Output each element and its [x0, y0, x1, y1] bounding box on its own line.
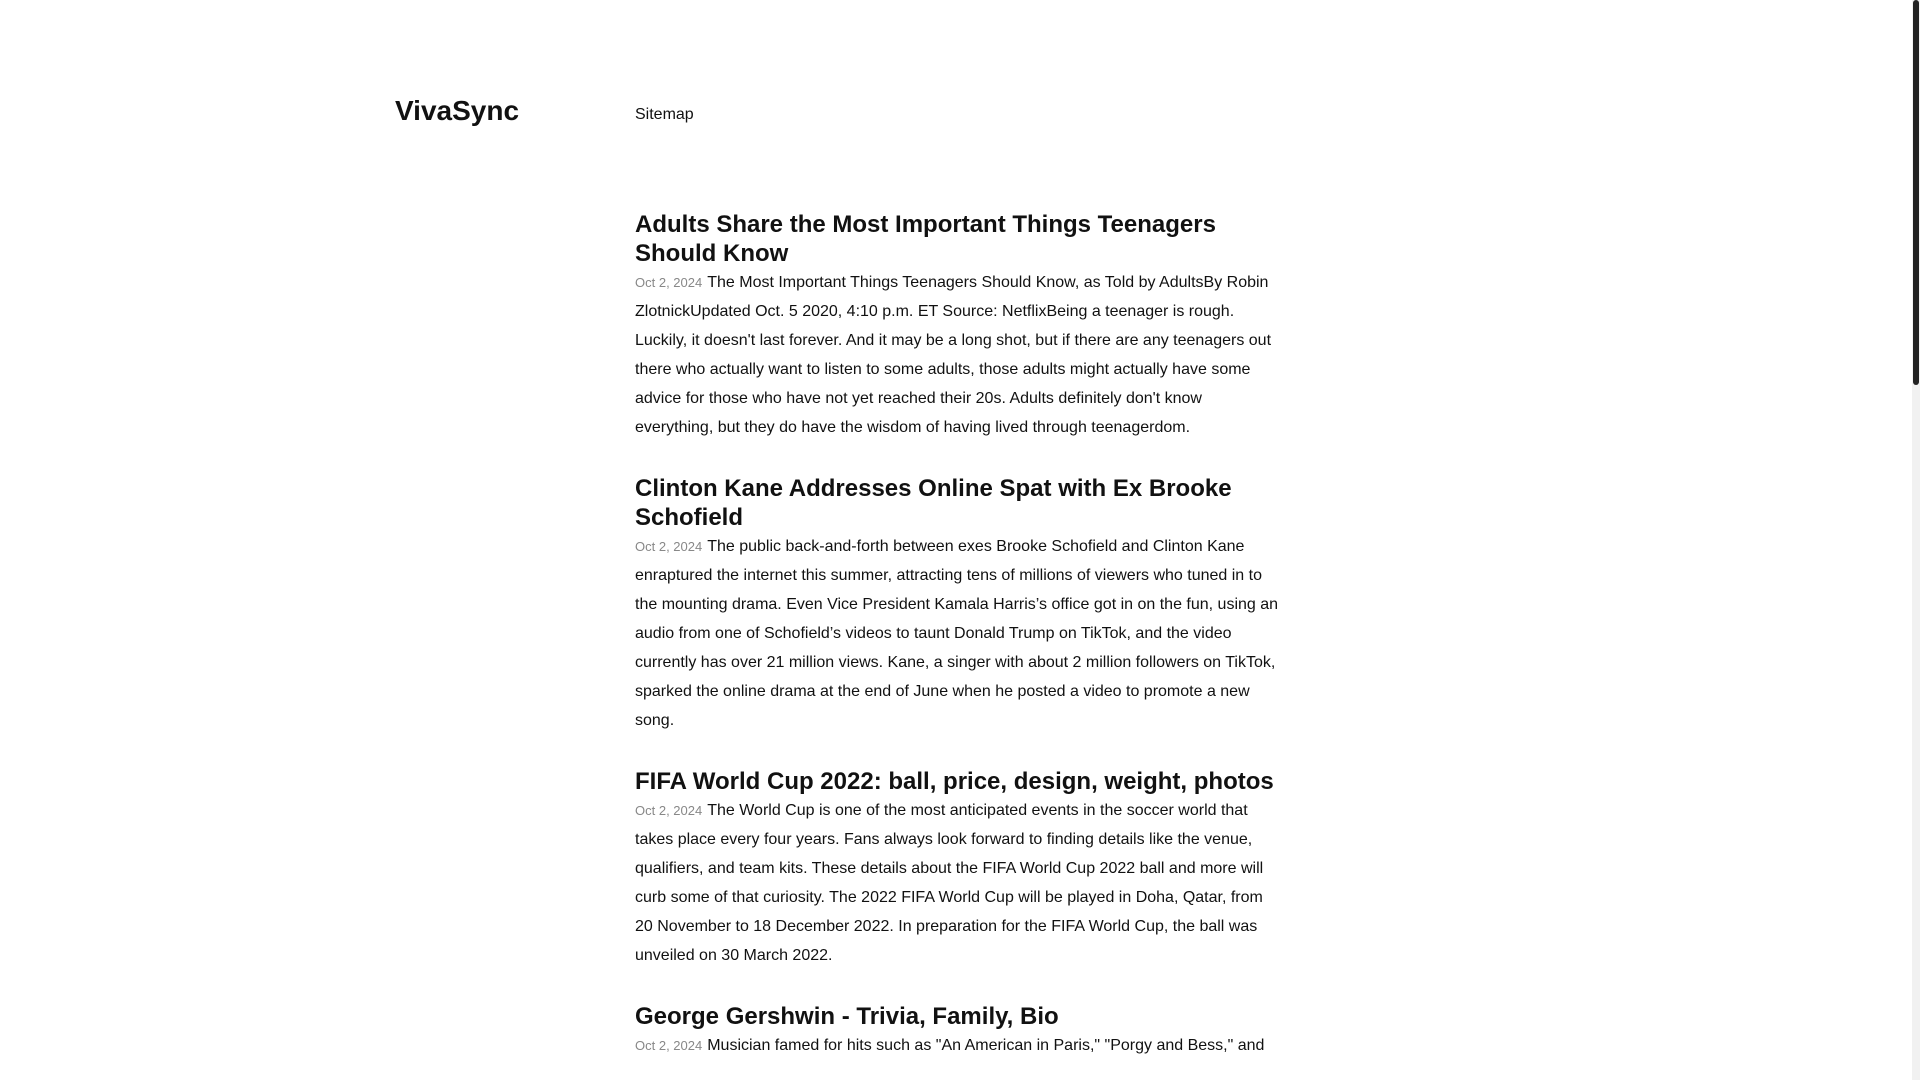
- article-excerpt: [635, 532, 1280, 735]
- page-scrollbar[interactable]: [1912, 0, 1920, 1080]
- article-excerpt: [635, 796, 1280, 970]
- article-title[interactable]: Clinton Kane Addresses Online Spat with Ex Brooke Schofield: [635, 475, 1232, 531]
- article-date: Oct 2, 2024: [635, 539, 703, 554]
- article-title[interactable]: FIFA World Cup 2022: ball, price, design, weight, photos: [635, 768, 1274, 795]
- article-item: [635, 210, 1280, 442]
- site-logo[interactable]: VivaSync: [395, 95, 520, 126]
- nav-sitemap-link[interactable]: Sitemap: [635, 106, 694, 123]
- article-item: [635, 1002, 1280, 1060]
- article-excerpt: [635, 268, 1280, 442]
- scrollbar-thumb[interactable]: [1913, 0, 1919, 385]
- article-item: [635, 767, 1280, 970]
- article-text: Musician famed for hits such as "An American in Paris," "Porgy and Bess," and: [707, 1037, 1265, 1054]
- article-item: [635, 474, 1280, 735]
- article-excerpt: [635, 1031, 1280, 1060]
- article-date: Oct 2, 2024: [635, 1038, 703, 1053]
- article-title[interactable]: George Gershwin - Trivia, Family, Bio: [635, 1003, 1059, 1030]
- article-text: The public back-and-forth between exes Brooke Schofield and Clinton Kane enraptured the internet this summer, attracting tens of millions of viewers who tuned in to the mounting drama. Even Vice President Kamala Harris’s office got in on the fun, using an audio from one of Schofield’s videos to taunt Donald Trump on TikTok, and the video currently has over 21 million views. Kane, a singer with about 2 million followers on TikTok, sparked the online drama at the end of June when he posted a video to promote a new song.: [635, 538, 1279, 729]
- article-text: The World Cup is one of the most anticipated events in the soccer world that takes place every four years. Fans always look forward to finding details like the venue, qualifiers, and team kits. These details about the FIFA World Cup 2022 ball and more will curb some of that curiosity. The 2022 FIFA World Cup will be played in Doha, Qatar, from 20 November to 18 December 2022. In preparation for the FIFA World Cup, the ball was unveiled on 30 March 2022.: [635, 802, 1264, 964]
- article-date: Oct 2, 2024: [635, 275, 703, 290]
- article-date: Oct 2, 2024: [635, 803, 703, 818]
- article-text: The Most Important Things Teenagers Should Know, as Told by AdultsBy Robin ZlotnickUpdated Oct. 5 2020, 4:10 p.m. ET Source: NetflixBeing a teenager is rough. Luckily, it doesn't last forever. And it may be a long shot, but if there are any teenagers out there who actually want to listen to some adults, those adults might actually have some advice for those who have not yet reached their 20s. Adults definitely don't know everything, but they do have the wisdom of having lived through teenagerdom.: [635, 274, 1272, 436]
- article-list: [635, 210, 1280, 1092]
- article-title[interactable]: Adults Share the Most Important Things Teenagers Should Know: [635, 211, 1216, 267]
